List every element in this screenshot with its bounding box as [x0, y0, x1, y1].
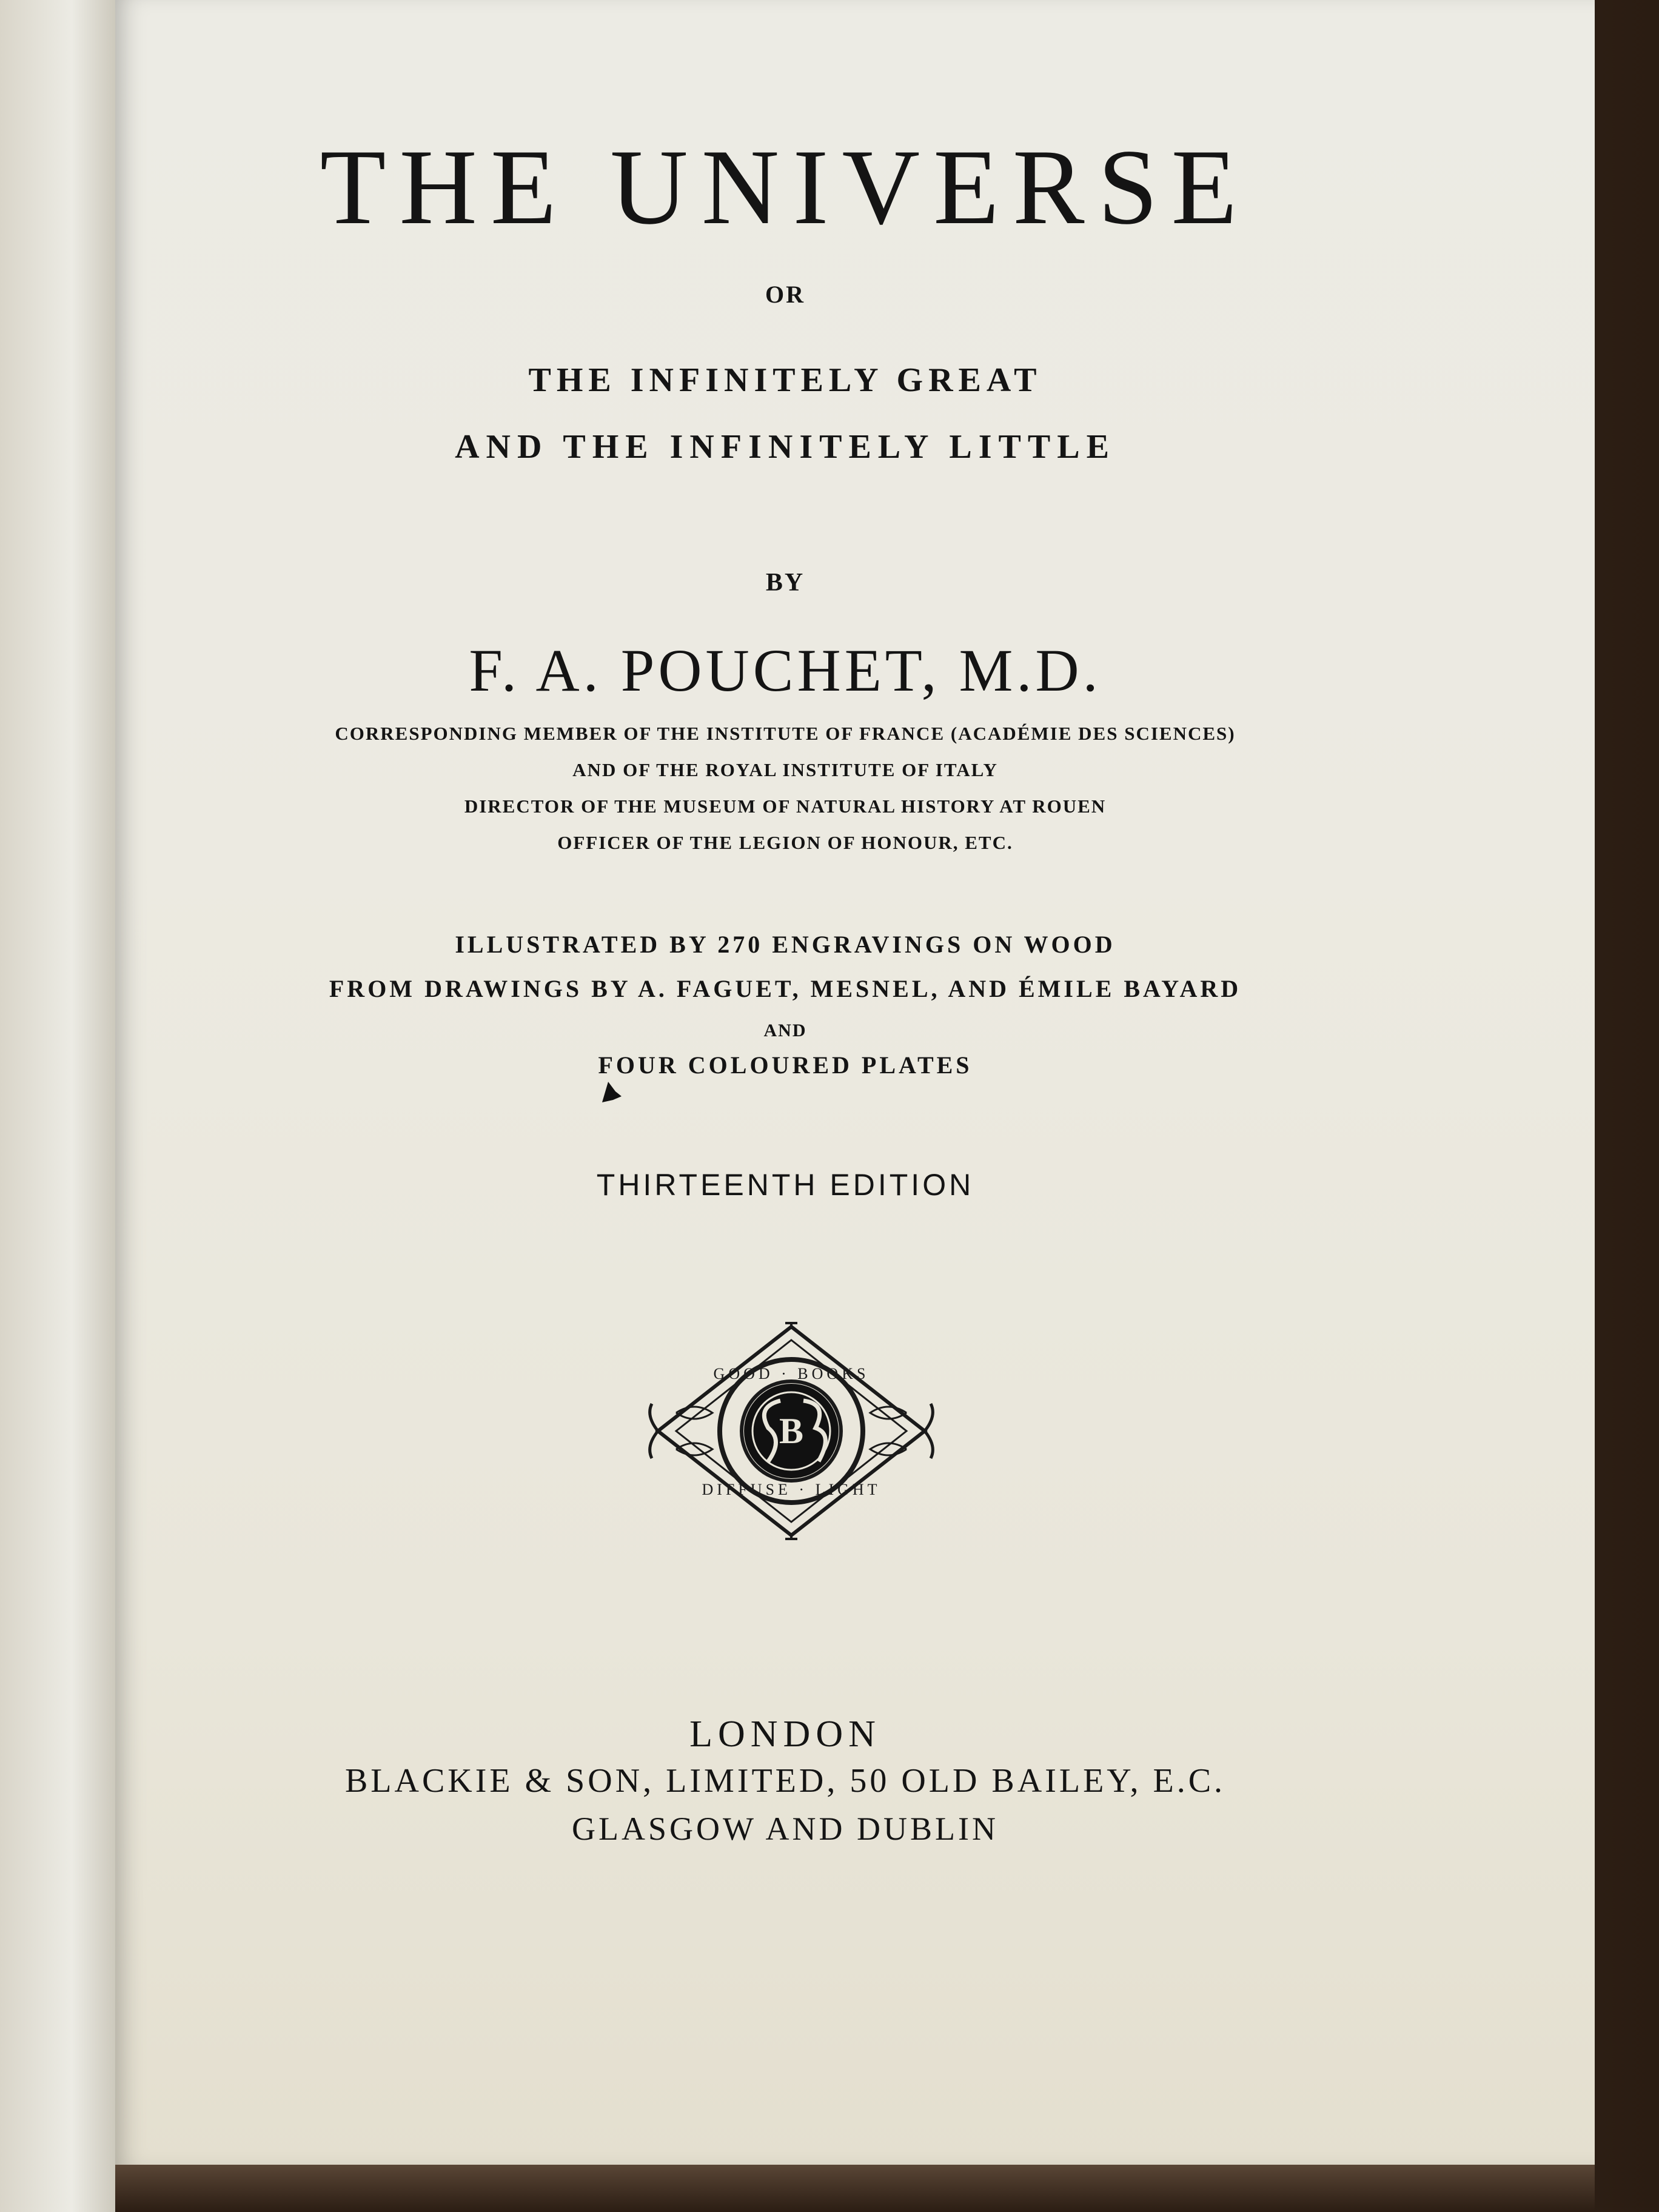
- imprint-cities: GLASGOW AND DUBLIN: [572, 1811, 999, 1847]
- illustrations-line-1: ILLUSTRATED BY 270 ENGRAVINGS ON WOOD: [455, 931, 1116, 958]
- credential-line: OFFICER OF THE LEGION OF HONOUR, ETC.: [557, 832, 1013, 853]
- illustrations-and: AND: [763, 1021, 807, 1041]
- edition: THIRTEENTH EDITION: [596, 1168, 974, 1202]
- conjunction: OR: [765, 281, 805, 308]
- credential-line: AND OF THE ROYAL INSTITUTE OF ITALY: [572, 759, 998, 780]
- credential-line: DIRECTOR OF THE MUSEUM OF NATURAL HISTORY AT ROUEN: [464, 796, 1107, 817]
- svg-text:GOOD · BOOKS: GOOD · BOOKS: [713, 1365, 870, 1382]
- facing-page-edge: [0, 0, 130, 2212]
- by-label: BY: [765, 569, 805, 597]
- subtitle-line-2: AND THE INFINITELY LITTLE: [455, 428, 1116, 466]
- imprint-publisher: BLACKIE & SON, LIMITED, 50 OLD BAILEY, E.C.: [344, 1762, 1226, 1800]
- book-title: THE UNIVERSE: [320, 127, 1251, 247]
- subtitle-line-1: THE INFINITELY GREAT: [528, 361, 1042, 399]
- publisher-device-emblem: [640, 1322, 943, 1540]
- credential-line: CORRESPONDING MEMBER OF THE INSTITUTE OF FRANCE (ACADÉMIE DES SCIENCES): [335, 723, 1236, 744]
- illustrations-line-2: FROM DRAWINGS BY A. FAGUET, MESNEL, AND ÉMILE BAYARD: [329, 975, 1242, 1002]
- page-bottom-shadow: [115, 2165, 1595, 2212]
- author-name: F. A. POUCHET, M.D.: [469, 637, 1102, 704]
- svg-text:B: B: [779, 1411, 804, 1451]
- imprint-city: LONDON: [689, 1714, 881, 1755]
- illustrations-line-3: FOUR COLOURED PLATES: [598, 1051, 973, 1079]
- ink-blot: [597, 1078, 624, 1105]
- svg-text:DIFFUSE · LIGHT: DIFFUSE · LIGHT: [702, 1481, 881, 1498]
